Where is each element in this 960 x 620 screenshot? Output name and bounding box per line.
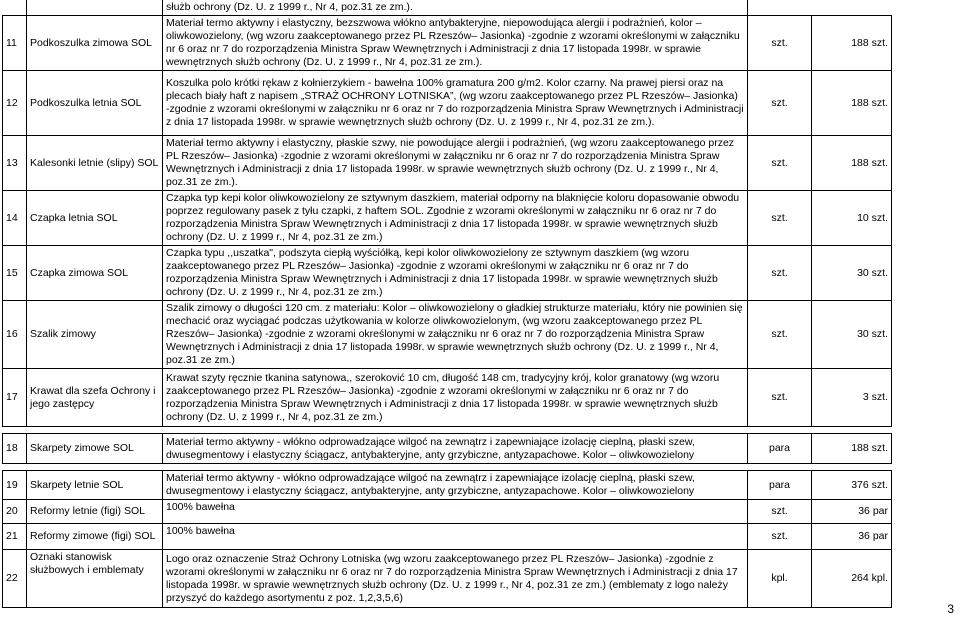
item-name: Oznaki stanowisk służbowych i emblematy: [27, 550, 163, 608]
item-description: Czapka typu ,,uszatka", podszyta ciepłą wyściółką, kepi kolor oliwkowozielony ze sztywnym daszkiem (wg wzoru zaakceptowanego przez PL Rzeszów– Jasionka) -zgodnie z wzorami określonymi w załączniku nr 6 oraz nr 7 do rozporządzenia Ministra Spraw Wewnętrznych i Administracji z dnia 17 listopada 1998r. w sprawie wewnętrznych służb ochrony (Dz. U. z 1999 r., Nr 4, poz.31 ze zm.): [163, 246, 748, 301]
item-quantity: 36 par: [812, 500, 892, 524]
item-description: Materiał termo aktywny i elastyczny, bezszwowa włókno antybakteryjne, niepowodująca alergii i podrażnień, kolor – oliwkowozielony, (wg wzoru zaakceptowanego przez PL Rzeszów– Jasionka) -zgodnie z wzorami określonymi w załączniku nr 6 oraz nr 7 do rozporządzenia Ministra Spraw Wewnętrznych i Administracji z dnia 17 listopada 1998r. w sprawie wewnętrznych służb ochrony (Dz. U. z 1999 r., Nr 4, poz.31 ze zm.).: [163, 16, 748, 71]
table-row: [3, 369, 892, 427]
item-unit: szt.: [748, 191, 812, 246]
row-number: 19: [3, 471, 27, 500]
item-quantity: 188 szt.: [812, 71, 892, 136]
row-number: 17: [3, 369, 27, 427]
table-row: [3, 524, 892, 550]
item-quantity: 188 szt.: [812, 16, 892, 71]
row-number: 15: [3, 246, 27, 301]
table-row: [3, 500, 892, 524]
item-name: Podkoszulka letnia SOL: [27, 71, 163, 136]
item-unit: szt.: [748, 16, 812, 71]
table-row: [3, 71, 892, 136]
item-unit: szt.: [748, 246, 812, 301]
item-description: 100% bawełna: [163, 524, 748, 550]
item-unit: szt.: [748, 524, 812, 550]
item-name: Kalesonki letnie (slipy) SOL: [27, 136, 163, 191]
item-name: Reformy zimowe (figi) SOL: [27, 524, 163, 550]
item-description: 100% bawełna: [163, 500, 748, 524]
row-number: 16: [3, 301, 27, 369]
item-name: Krawat dla szefa Ochrony i jego zastępcy: [27, 369, 163, 427]
table-row: [3, 471, 892, 500]
item-quantity: 30 szt.: [812, 301, 892, 369]
item-name: Podkoszulka zimowa SOL: [27, 16, 163, 71]
item-description: Krawat szyty ręcznie tkanina satynowa,, szeroković 10 cm, długość 148 cm, tradycyjny krój, kolor granatowy (wg wzoru zaakceptowanego przez PL Rzeszów– Jasionka) -zgodnie z wzorami określonymi w załączniku nr 6 oraz nr 7 do rozporządzenia Ministra Spraw Wewnętrznych i Administracji z dnia 17 listopada 1998r. w sprawie wewnętrznych służb ochrony (Dz. U. z 1999 r., Nr 4, poz.31 ze zm.): [163, 369, 748, 427]
row-number: 12: [3, 71, 27, 136]
item-name: Reformy letnie (figi) SOL: [27, 500, 163, 524]
document-table: [2, 0, 892, 608]
item-name: Szalik zimowy: [27, 301, 163, 369]
table-row: [3, 301, 892, 369]
item-quantity: 264 kpl.: [812, 550, 892, 608]
item-unit: szt.: [748, 301, 812, 369]
row-number: 13: [3, 136, 27, 191]
item-quantity: 376 szt.: [812, 471, 892, 500]
row-number: 20: [3, 500, 27, 524]
item-name: Czapka zimowa SOL: [27, 246, 163, 301]
page-number: 3: [947, 602, 954, 616]
item-unit: szt.: [748, 500, 812, 524]
item-quantity: 188 szt.: [812, 136, 892, 191]
item-quantity: 3 szt.: [812, 369, 892, 427]
item-description: Materiał termo aktywny i elastyczny, płaskie szwy, nie powodujące alergii i podrażnień, (wg wzoru zaakceptowanego przez PL Rzeszów– Jasionka) -zgodnie z wzorami określonymi w załączniku nr 6 oraz nr 7 do rozporządzenia Ministra Spraw Wewnętrznych i Administracji z dnia 17 listopada 1998r. w sprawie wewnętrznych służb ochrony (Dz. U. z 1999 r., Nr 4, poz.31 ze zm.).: [163, 136, 748, 191]
table-row: [3, 16, 892, 71]
table-row: [3, 246, 892, 301]
item-quantity: 30 szt.: [812, 246, 892, 301]
table-row: [3, 550, 892, 608]
item-name: Czapka letnia SOL: [27, 191, 163, 246]
item-description: Czapka typ kepi kolor oliwkowozielony ze sztywnym daszkiem, materiał odporny na blaknięcie koloru dopasowanie obwodu poprzez regulowany pasek z tyłu czapki, z haftem SOL. Zgodnie z wzorami określonymi w załączniku nr 6 oraz nr 7 do rozporządzenia Ministra Spraw Wewnętrznych i Administracji z dnia 17 listopada 1998r. w sprawie wewnętrznych służb ochrony (Dz. U. z 1999 r., Nr 4, poz.31 ze zm.): [163, 191, 748, 246]
table-row: [3, 191, 892, 246]
row-number: 22: [3, 550, 27, 608]
item-quantity: 188 szt.: [812, 434, 892, 464]
row-number: 18: [3, 434, 27, 464]
row-number: 21: [3, 524, 27, 550]
item-description: Szalik zimowy o długości 120 cm. z materiału: Kolor – oliwkowozielony o gładkiej strukturze materiału, który nie powinien się mechacić oraz wyciągać podczas użytkowania w kolorze oliwkowozielonym, (wg wzoru zaakceptowanego przez PL Rzeszów– Jasionka) -zgodnie z wzorami określonymi w załączniku nr 6 oraz nr 7 do rozporządzenia Ministra Spraw Wewnętrznych i Administracji z dnia 17 listopada 1998r. w sprawie wewnętrznych służb ochrony (Dz. U. z 1999 r., Nr 4, poz.31 ze zm.): [163, 301, 748, 369]
continued-text: służb ochrony (Dz. U. z 1999 r., Nr 4, poz.31 ze zm.).: [163, 0, 748, 16]
table-row: [3, 136, 892, 191]
item-unit: szt.: [748, 136, 812, 191]
item-description: Koszulka polo krótki rękaw z kołnierzykiem - bawełna 100% gramatura 200 g/m2. Kolor czarny. Na prawej piersi oraz na plecach biały haft z napisem „STRAŻ OCHRONY LOTNISKA”, (wg wzoru zaakceptowanego przez PL Rzeszów– Jasionka) -zgodnie z wzorami określonymi w załączniku nr 6 oraz nr 7 do rozporządzenia Ministra Spraw Wewnętrznych i Administracji z dnia 17 listopada 1998r. w sprawie wewnętrznych służb ochrony (Dz. U. z 1999 r., Nr 4, poz.31 ze zm.).: [163, 71, 748, 136]
item-unit: szt.: [748, 369, 812, 427]
row-number: 11: [3, 16, 27, 71]
item-unit: para: [748, 434, 812, 464]
item-quantity: 10 szt.: [812, 191, 892, 246]
item-description: Materiał termo aktywny - włókno odprowadzające wilgoć na zewnątrz i zapewniające izolację cieplną, płaski szew, dwusegmentowy i elastyczny ściągacz, antybakteryjne, anty grzybiczne, antyzapachowe. Kolor – oliwkowozielony: [163, 471, 748, 500]
table-row: [3, 434, 892, 464]
item-unit: kpl.: [748, 550, 812, 608]
row-number: 14: [3, 191, 27, 246]
item-name: Skarpety zimowe SOL: [27, 434, 163, 464]
item-unit: szt.: [748, 71, 812, 136]
item-name: Skarpety letnie SOL: [27, 471, 163, 500]
item-description: Logo oraz oznaczenie Straż Ochrony Lotniska (wg wzoru zaakceptowanego przez PL Rzeszów– Jasionka) -zgodnie z wzorami określonymi w załączniku nr 6 oraz nr 7 do rozporządzenia Ministra Spraw Wewnętrznych i Administracji z dnia 17 listopada 1998r. w sprawie wewnętrznych służb ochrony (Dz. U. z 1999 r., Nr 4, poz.31 ze zm.) (emblematy z logo należy przyszyć do każdego asortymentu z poz. 1,2,3,5,6): [163, 550, 748, 608]
item-unit: para: [748, 471, 812, 500]
item-quantity: 36 par: [812, 524, 892, 550]
item-description: Materiał termo aktywny - włókno odprowadzające wilgoć na zewnątrz i zapewniające izolację cieplną, płaski szew, dwusegmentowy i elastyczny ściągacz, antybakteryjne, anty grzybiczne, antyzapachowe. Kolor – oliwkowozielony: [163, 434, 748, 464]
